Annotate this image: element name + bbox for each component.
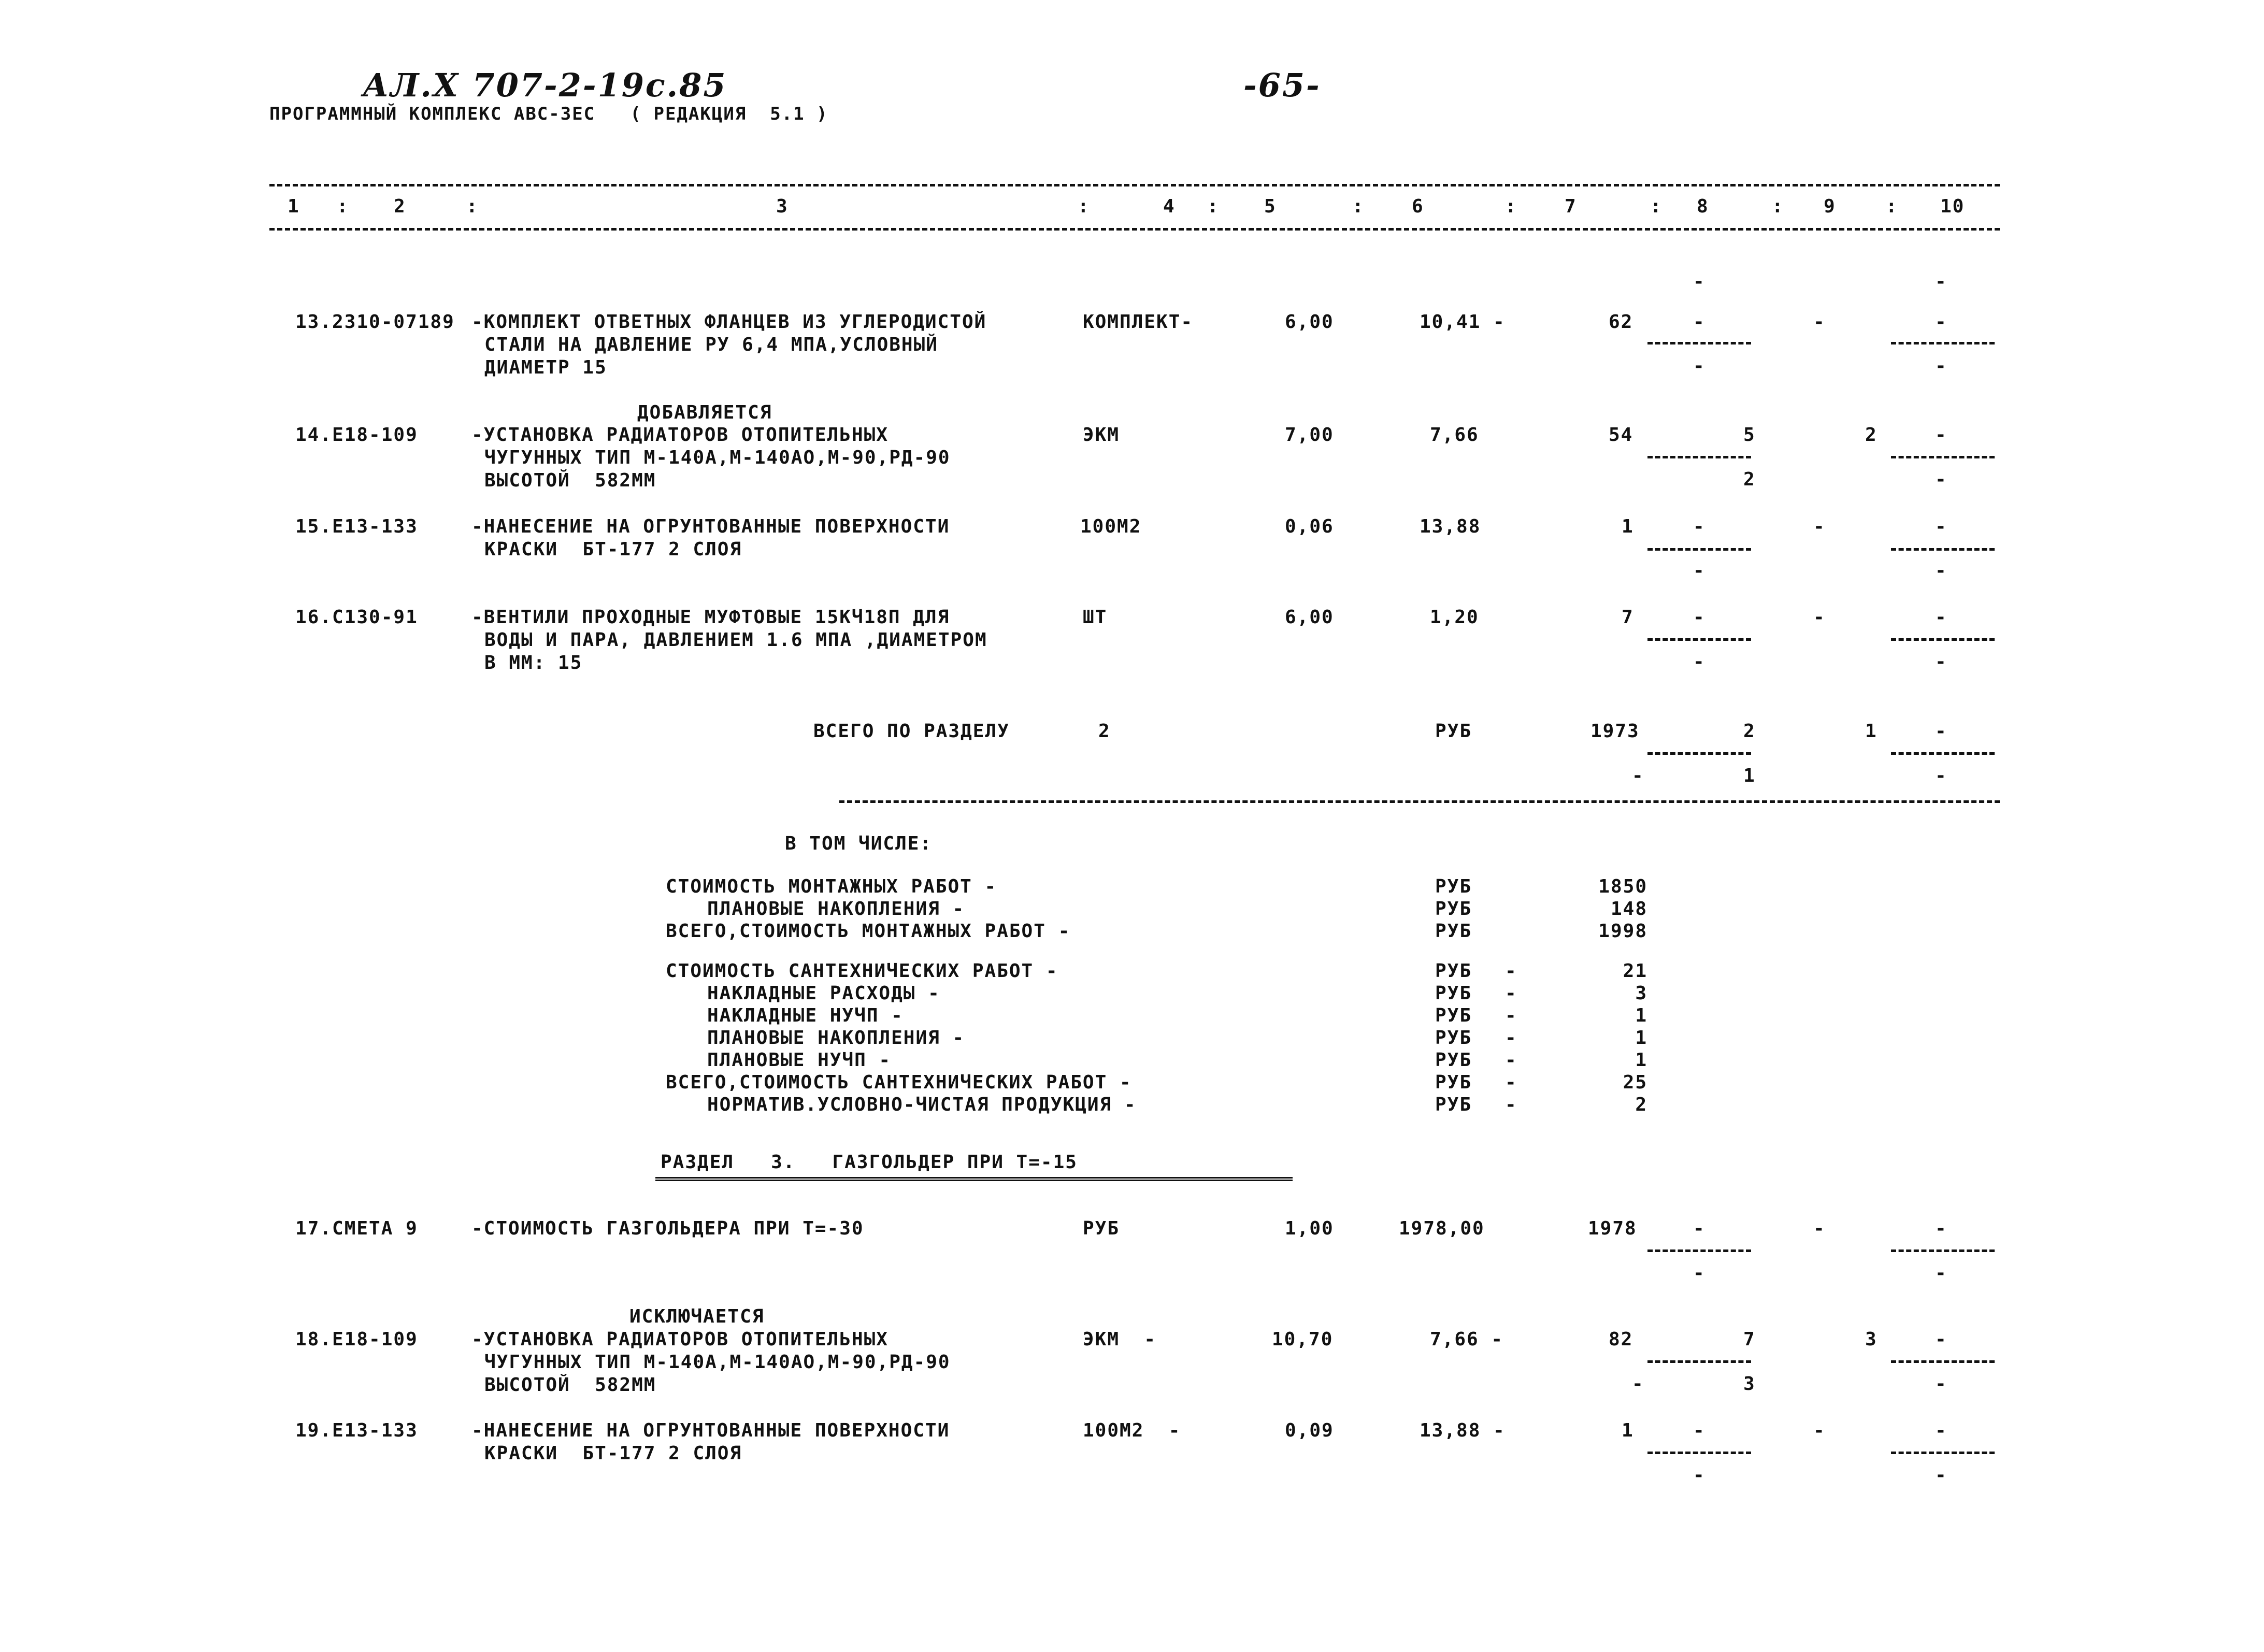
dash-mark: - bbox=[1935, 1218, 1947, 1239]
row-description-line: ЧУГУННЫХ ТИП М-140А,М-140АО,М-90,РД-90 bbox=[484, 447, 951, 468]
including-line-dash: - bbox=[1505, 960, 1517, 982]
row-code: 16.С130-91 bbox=[295, 607, 418, 628]
dash-mark: - bbox=[1693, 560, 1706, 581]
cell-rule bbox=[1647, 1360, 1751, 1363]
col-header-4: 4 bbox=[1163, 196, 1176, 217]
including-line-label: ПЛАНОВЫЕ НАКОПЛЕНИЯ - bbox=[707, 1027, 965, 1048]
row-col8: 5 bbox=[1743, 424, 1756, 446]
cell-rule bbox=[1647, 342, 1751, 344]
section-total-label: ВСЕГО ПО РАЗДЕЛУ bbox=[813, 721, 1010, 742]
row-description-line: -КОМПЛЕКТ ОТВЕТНЫХ ФЛАНЦЕВ ИЗ УГЛЕРОДИСТОЙ bbox=[471, 311, 987, 333]
row-price: 7,66 - bbox=[1430, 1329, 1504, 1350]
row-quantity: 1,00 bbox=[1285, 1218, 1334, 1239]
row-note: ДОБАВЛЯЕТСЯ bbox=[637, 402, 772, 423]
dash-mark: - bbox=[1693, 1218, 1706, 1239]
dash-mark: - bbox=[1693, 271, 1706, 292]
row-description-line: СТАЛИ НА ДАВЛЕНИЕ РУ 6,4 МПА,УСЛОВНЫЙ bbox=[484, 334, 938, 355]
including-line-unit: РУБ bbox=[1435, 1027, 1472, 1048]
header-rule-top bbox=[269, 184, 2000, 186]
row-code: 19.Е13-133 bbox=[295, 1420, 418, 1441]
col-sep: : bbox=[1886, 196, 1898, 217]
row-code: 15.Е13-133 bbox=[295, 516, 418, 537]
cell-rule bbox=[1891, 1249, 1995, 1252]
including-title: В ТОМ ЧИСЛЕ: bbox=[785, 833, 933, 854]
section-total-col9: 1 bbox=[1865, 721, 1878, 742]
row-quantity: 6,00 bbox=[1285, 607, 1334, 628]
header-rule-bottom bbox=[269, 228, 2000, 231]
dash-mark: - bbox=[1632, 1373, 1644, 1395]
col-sep: : bbox=[1505, 196, 1517, 217]
section-3-underline bbox=[655, 1177, 1293, 1181]
row-total: 82 bbox=[1609, 1329, 1633, 1350]
row-unit: ШТ bbox=[1083, 607, 1108, 628]
including-line-value: 25 bbox=[1623, 1072, 1647, 1093]
row-price: 10,41 - bbox=[1420, 311, 1506, 333]
including-line-label: СТОИМОСТЬ САНТЕХНИЧЕСКИХ РАБОТ - bbox=[666, 960, 1058, 982]
row-quantity: 0,09 bbox=[1285, 1420, 1334, 1441]
dash-mark: - bbox=[1935, 1420, 1947, 1441]
col-header-5: 5 bbox=[1264, 196, 1277, 217]
row-col8-lower: 2 bbox=[1743, 469, 1756, 490]
col-sep: : bbox=[1772, 196, 1784, 217]
dash-mark: - bbox=[1935, 516, 1947, 537]
row-description-line: ДИАМЕТР 15 bbox=[484, 357, 607, 378]
col-sep: : bbox=[466, 196, 479, 217]
document-code: АЛ.X 707-2-19с.85 bbox=[363, 66, 727, 104]
dash-mark: - bbox=[1813, 1420, 1826, 1441]
row-description-line: -УСТАНОВКА РАДИАТОРОВ ОТОПИТЕЛЬНЫХ bbox=[471, 1329, 889, 1350]
dash-mark: - bbox=[1813, 311, 1826, 333]
row-code: 17.СМЕТА 9 bbox=[295, 1218, 418, 1239]
including-line-unit: РУБ bbox=[1435, 1094, 1472, 1115]
row-unit: ЭКМ bbox=[1083, 424, 1120, 446]
dash-mark: - bbox=[1693, 607, 1706, 628]
dash-mark: - bbox=[1935, 721, 1947, 742]
dash-mark: - bbox=[1935, 1373, 1947, 1395]
col-header-1: 1 bbox=[288, 196, 300, 217]
dash-mark: - bbox=[1935, 765, 1947, 786]
section-total-col8: 2 bbox=[1743, 721, 1756, 742]
dash-mark: - bbox=[1935, 607, 1947, 628]
row-description-line: -НАНЕСЕНИЕ НА ОГРУНТОВАННЫЕ ПОВЕРХНОСТИ bbox=[471, 516, 950, 537]
dash-mark: - bbox=[1935, 271, 1947, 292]
dash-mark: - bbox=[1693, 651, 1706, 672]
row-price: 13,88 - bbox=[1420, 1420, 1506, 1441]
col-header-10: 10 bbox=[1940, 196, 1965, 217]
row-price: 13,88 bbox=[1420, 516, 1481, 537]
row-description-line: -ВЕНТИЛИ ПРОХОДНЫЕ МУФТОВЫЕ 15КЧ18П ДЛЯ bbox=[471, 607, 950, 628]
cell-rule bbox=[1891, 342, 1995, 344]
including-line-unit: РУБ bbox=[1435, 898, 1472, 920]
including-line-label: НАКЛАДНЫЕ РАСХОДЫ - bbox=[707, 983, 940, 1004]
dash-mark: - bbox=[1813, 607, 1826, 628]
page-number: -65- bbox=[1243, 66, 1321, 104]
including-line-label: ВСЕГО,СТОИМОСТЬ САНТЕХНИЧЕСКИХ РАБОТ - bbox=[666, 1072, 1132, 1093]
including-line-dash: - bbox=[1505, 1027, 1517, 1048]
dash-mark: - bbox=[1935, 424, 1947, 446]
cell-rule bbox=[1891, 456, 1995, 458]
row-quantity: 6,00 bbox=[1285, 311, 1334, 333]
including-line-dash: - bbox=[1505, 1094, 1517, 1115]
dash-mark: - bbox=[1935, 311, 1947, 333]
including-line-label: НОРМАТИВ.УСЛОВНО-ЧИСТАЯ ПРОДУКЦИЯ - bbox=[707, 1094, 1137, 1115]
row-description-line: В ММ: 15 bbox=[484, 652, 583, 673]
col-header-2: 2 bbox=[394, 196, 406, 217]
row-description-line: -УСТАНОВКА РАДИАТОРОВ ОТОПИТЕЛЬНЫХ bbox=[471, 424, 889, 446]
row-col8: 7 bbox=[1743, 1329, 1756, 1350]
including-line-unit: РУБ bbox=[1435, 921, 1472, 942]
row-description-line: ЧУГУННЫХ ТИП М-140А,М-140АО,М-90,РД-90 bbox=[484, 1352, 951, 1373]
row-total: 54 bbox=[1609, 424, 1633, 446]
dash-mark: - bbox=[1693, 1420, 1706, 1441]
row-code: 13.2310-07189 bbox=[295, 311, 455, 333]
row-code: 18.Е18-109 bbox=[295, 1329, 418, 1350]
row-unit: ЭКМ - bbox=[1083, 1329, 1157, 1350]
row-col9: 2 bbox=[1865, 424, 1878, 446]
including-line-dash: - bbox=[1505, 1005, 1517, 1026]
col-header-6: 6 bbox=[1412, 196, 1424, 217]
cell-rule bbox=[1891, 1452, 1995, 1454]
including-line-value: 148 bbox=[1610, 898, 1647, 920]
dash-mark: - bbox=[1813, 516, 1826, 537]
including-line-label: НАКЛАДНЫЕ НУЧП - bbox=[707, 1005, 904, 1026]
row-price: 1,20 bbox=[1430, 607, 1479, 628]
section-total-col8-lower: 1 bbox=[1743, 765, 1756, 786]
dash-mark: - bbox=[1935, 355, 1947, 377]
col-sep: : bbox=[1650, 196, 1663, 217]
section-total-value: 1973 bbox=[1590, 721, 1640, 742]
including-line-value: 1 bbox=[1635, 1027, 1647, 1048]
including-line-dash: - bbox=[1505, 1072, 1517, 1093]
including-line-dash: - bbox=[1505, 983, 1517, 1004]
col-sep: : bbox=[1078, 196, 1090, 217]
including-line-unit: РУБ bbox=[1435, 1005, 1472, 1026]
section-3-title: РАЗДЕЛ 3. ГАЗГОЛЬДЕР ПРИ Т=-15 bbox=[661, 1152, 1078, 1173]
row-price: 7,66 bbox=[1430, 424, 1479, 446]
row-total: 1 bbox=[1622, 1420, 1634, 1441]
cell-rule bbox=[1647, 1249, 1751, 1252]
dash-mark: - bbox=[1935, 469, 1947, 490]
cell-rule bbox=[1891, 752, 1995, 755]
including-line-value: 1 bbox=[1635, 1050, 1647, 1071]
including-line-label: ПЛАНОВЫЕ НАКОПЛЕНИЯ - bbox=[707, 898, 965, 920]
including-line-unit: РУБ bbox=[1435, 1072, 1472, 1093]
row-description-line: КРАСКИ БТ-177 2 СЛОЯ bbox=[484, 1443, 742, 1464]
including-line-value: 1 bbox=[1635, 1005, 1647, 1026]
dash-mark: - bbox=[1935, 560, 1947, 581]
program-line: ПРОГРАММНЫЙ КОМПЛЕКС АВС-ЗЕС ( РЕДАКЦИЯ 5.1 ) bbox=[269, 104, 828, 124]
dash-mark: - bbox=[1693, 311, 1706, 333]
cell-rule bbox=[1647, 752, 1751, 755]
col-header-7: 7 bbox=[1565, 196, 1577, 217]
section-total-rule bbox=[839, 800, 2000, 803]
row-unit: 100М2 bbox=[1080, 516, 1142, 537]
row-col8-lower: 3 bbox=[1743, 1373, 1756, 1395]
including-line-value: 3 bbox=[1635, 983, 1647, 1004]
including-line-label: ПЛАНОВЫЕ НУЧП - bbox=[707, 1050, 892, 1071]
row-description-line: -СТОИМОСТЬ ГАЗГОЛЬДЕРА ПРИ Т=-30 bbox=[471, 1218, 864, 1239]
row-total: 62 bbox=[1609, 311, 1633, 333]
col-sep: : bbox=[337, 196, 349, 217]
col-header-9: 9 bbox=[1824, 196, 1836, 217]
row-price: 1978,00 bbox=[1399, 1218, 1485, 1239]
row-description-line: КРАСКИ БТ-177 2 СЛОЯ bbox=[484, 539, 742, 560]
row-quantity: 0,06 bbox=[1285, 516, 1334, 537]
dash-mark: - bbox=[1693, 1262, 1706, 1284]
row-code: 14.Е18-109 bbox=[295, 424, 418, 446]
dash-mark: - bbox=[1813, 1218, 1826, 1239]
including-line-dash: - bbox=[1505, 1050, 1517, 1071]
cell-rule bbox=[1891, 1360, 1995, 1363]
row-unit: 100М2 - bbox=[1083, 1420, 1181, 1441]
dash-mark: - bbox=[1935, 1262, 1947, 1284]
including-line-value: 2 bbox=[1635, 1094, 1647, 1115]
dash-mark: - bbox=[1693, 516, 1706, 537]
col-sep: : bbox=[1352, 196, 1365, 217]
including-line-unit: РУБ bbox=[1435, 876, 1472, 897]
row-unit: РУБ bbox=[1083, 1218, 1120, 1239]
cell-rule bbox=[1647, 1452, 1751, 1454]
including-line-unit: РУБ bbox=[1435, 1050, 1472, 1071]
including-line-value: 1850 bbox=[1598, 876, 1647, 897]
row-total: 7 bbox=[1622, 607, 1634, 628]
row-quantity: 10,70 bbox=[1272, 1329, 1334, 1350]
cell-rule bbox=[1647, 456, 1751, 458]
dash-mark: - bbox=[1693, 355, 1706, 377]
dash-mark: - bbox=[1935, 651, 1947, 672]
including-line-label: ВСЕГО,СТОИМОСТЬ МОНТАЖНЫХ РАБОТ - bbox=[666, 921, 1071, 942]
row-total: 1 bbox=[1622, 516, 1634, 537]
cell-rule bbox=[1647, 638, 1751, 641]
col-header-8: 8 bbox=[1697, 196, 1709, 217]
section-total-col4: 2 bbox=[1098, 721, 1111, 742]
cell-rule bbox=[1647, 548, 1751, 551]
including-line-unit: РУБ bbox=[1435, 983, 1472, 1004]
including-line-value: 21 bbox=[1623, 960, 1647, 982]
section-total-unit: РУБ bbox=[1435, 721, 1472, 742]
row-unit: КОМПЛЕКТ- bbox=[1083, 311, 1194, 333]
row-col9: 3 bbox=[1865, 1329, 1878, 1350]
including-line-label: СТОИМОСТЬ МОНТАЖНЫХ РАБОТ - bbox=[666, 876, 997, 897]
row-description-line: -НАНЕСЕНИЕ НА ОГРУНТОВАННЫЕ ПОВЕРХНОСТИ bbox=[471, 1420, 950, 1441]
dash-mark: - bbox=[1935, 1329, 1947, 1350]
cell-rule bbox=[1891, 548, 1995, 551]
including-line-unit: РУБ bbox=[1435, 960, 1472, 982]
row-description-line: ВЫСОТОЙ 582ММ bbox=[484, 1374, 656, 1396]
col-header-3: 3 bbox=[776, 196, 789, 217]
including-line-value: 1998 bbox=[1598, 921, 1647, 942]
cell-rule bbox=[1891, 638, 1995, 641]
row-total: 1978 bbox=[1588, 1218, 1637, 1239]
row-quantity: 7,00 bbox=[1285, 424, 1334, 446]
row-description-line: ВЫСОТОЙ 582ММ bbox=[484, 470, 656, 491]
dash-mark: - bbox=[1632, 765, 1644, 786]
dash-mark: - bbox=[1935, 1464, 1947, 1486]
col-sep: : bbox=[1207, 196, 1220, 217]
dash-mark: - bbox=[1693, 1464, 1706, 1486]
row-note: ИСКЛЮЧАЕТСЯ bbox=[629, 1306, 765, 1327]
row-description-line: ВОДЫ И ПАРА, ДАВЛЕНИЕМ 1.6 МПА ,ДИАМЕТРОМ bbox=[484, 629, 987, 651]
